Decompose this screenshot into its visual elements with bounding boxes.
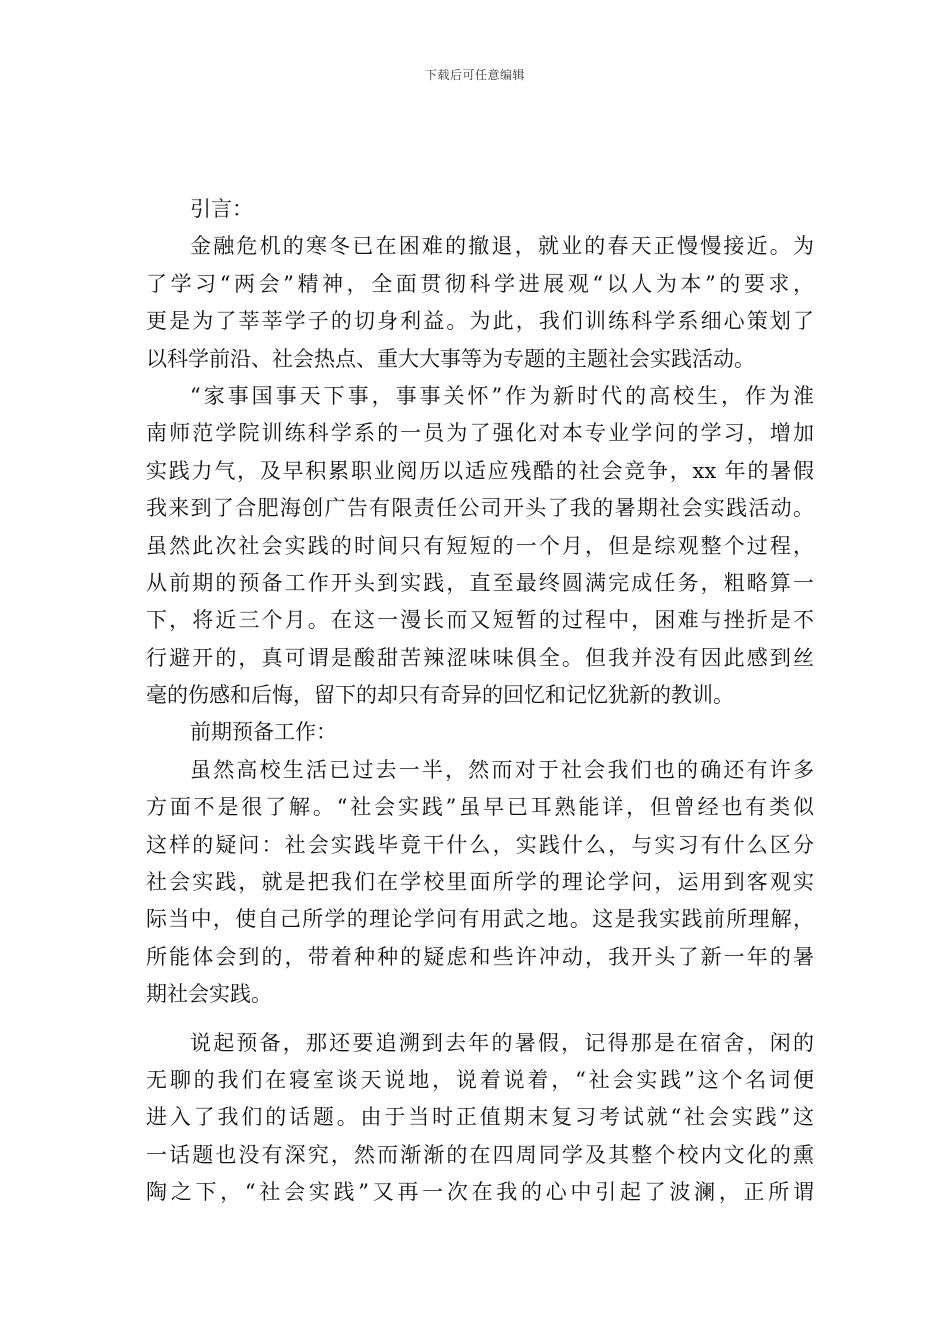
section-heading-intro <box>146 191 814 228</box>
paragraph-gap <box>146 1014 814 1025</box>
paragraph-line: 方面不是很了解。“社会实践”虽早已耳熟能详，但曾经也有类似 <box>146 795 814 820</box>
paragraph-line: 毫的伤感和后悔，留下的却只有奇异的回忆和记忆犹新的教训。 <box>146 683 734 708</box>
heading-line: 前期预备工作： <box>190 720 337 745</box>
paragraph-understanding <box>146 752 814 1014</box>
paragraph-line: 虽然此次社会实践的时间只有短短的一个月，但是综观整个过程， <box>146 533 814 558</box>
paragraph-line: 了学习“两会”精神，全面贯彻科学进展观“以人为本”的要求， <box>146 271 814 296</box>
paragraph-line: 所能体会到的，带着种种的疑虑和些许冲动，我开头了新一年的暑 <box>146 944 814 969</box>
paragraph-line: 虽然高校生活已过去一半，然而对于社会我们也的确还有许多 <box>190 757 814 782</box>
paragraph-line: 南师范学院训练科学系的一员为了强化对本专业学问的学习，增加 <box>146 421 814 446</box>
paragraph-line: 无聊的我们在寝室谈天说地，说着说着，“社会实践”这个名词便 <box>146 1067 814 1092</box>
paragraph-experience <box>146 378 814 715</box>
document-body <box>146 191 814 1212</box>
section-heading-preparation <box>146 714 814 751</box>
heading-line: 引言： <box>190 197 253 221</box>
paragraph-line: 际当中，使自己所学的理论学问有用武之地。这是我实践前所理解， <box>146 907 814 932</box>
paragraph-line: 我来到了合肥海创广告有限责任公司开头了我的暑期社会实践活动。 <box>146 496 814 521</box>
paragraph-line: “家事国事天下事，事事关怀”作为新时代的高校生，作为淮 <box>190 383 814 408</box>
paragraph-line: 进入了我们的话题。由于当时正值期末复习考试就“社会实践”这 <box>146 1105 814 1130</box>
paragraph-line: 期社会实践。 <box>146 982 272 1007</box>
paragraph-intro <box>146 228 814 378</box>
page-header: 下载后可任意编辑 <box>424 68 525 82</box>
paragraph-line: 社会实践，就是把我们在学校里面所学的理论学问，运用到客观实 <box>146 870 814 895</box>
paragraph-line: 行避开的，真可谓是酸甜苦辣涩味味俱全。但我并没有因此感到丝 <box>146 645 814 670</box>
paragraph-line: 下，将近三个月。在这一漫长而又短暂的过程中，困难与挫折是不 <box>146 608 814 633</box>
paragraph-line: 实践力气，及早积累职业阅历以适应残酷的社会竞争，xx 年的暑假 <box>146 458 814 483</box>
paragraph-line: 从前期的预备工作开头到实践，直至最终圆满完成任务，粗略算一 <box>146 570 814 595</box>
paragraph-line: 说起预备，那还要追溯到去年的暑假，记得那是在宿舍，闲的 <box>190 1030 814 1055</box>
paragraph-line: 这样的疑问：社会实践毕竟干什么，实践什么，与实习有什么区分 <box>146 832 814 857</box>
paragraph-recollection <box>146 1025 814 1212</box>
paragraph-line: 以科学前沿、社会热点、重大大事等为专题的主题社会实践活动。 <box>146 346 755 371</box>
paragraph-line: 金融危机的寒冬已在困难的撤退，就业的春天正慢慢接近。为 <box>190 234 814 259</box>
paragraph-line: 一话题也没有深究，然而渐渐的在四周同学及其整个校内文化的熏 <box>146 1142 814 1167</box>
paragraph-line: 更是为了莘莘学子的切身利益。为此，我们训练科学系细心策划了 <box>146 309 814 334</box>
paragraph-line: 陶之下，“社会实践”又再一次在我的心中引起了波澜，正所谓 <box>146 1180 814 1205</box>
